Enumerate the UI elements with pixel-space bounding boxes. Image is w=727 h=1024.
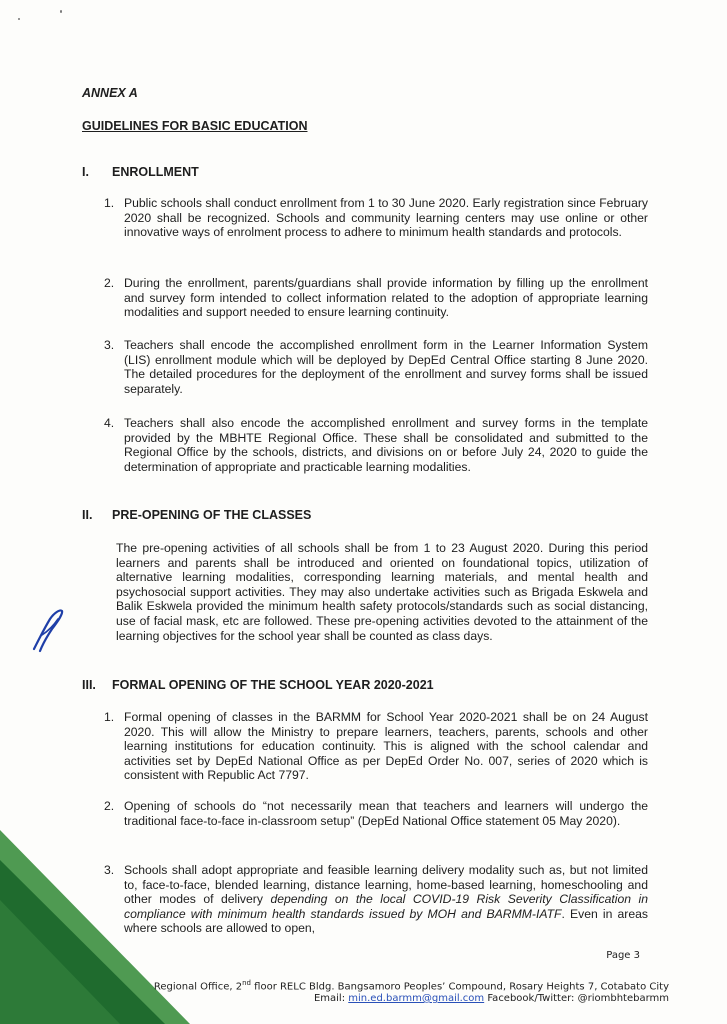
section-title: ENROLLMENT	[112, 165, 199, 179]
list-item	[104, 799, 648, 828]
annex-label: ANNEX A	[82, 86, 138, 100]
footer-email-link[interactable]: min.ed.barmm@gmail.com	[348, 993, 485, 1004]
item-number: 1.	[104, 710, 115, 724]
footer-address-text: floor RELC Bldg. Bangsamoro Peoples’ Compound, Rosary Heights 7, Cotabato City	[250, 981, 669, 993]
section-heading-formal-opening	[82, 678, 434, 692]
list-item	[104, 276, 648, 320]
item-number: 1.	[104, 196, 115, 210]
section-title: FORMAL OPENING OF THE SCHOOL YEAR 2020-2021	[112, 678, 434, 692]
item-text	[124, 863, 648, 936]
signature-mark	[28, 605, 68, 655]
scan-speck	[18, 18, 20, 20]
item-text: Opening of schools do “not necessarily mean that teachers and learners will undergo the traditional face-to-face in-classroom setup” (DepEd National Office statement 05 May 2020).	[124, 799, 648, 828]
footer-social: Facebook/Twitter: @riombhtebarmm	[484, 993, 669, 1004]
list-item	[104, 416, 648, 474]
footer-contact	[69, 992, 669, 1006]
item-number: 2.	[104, 799, 115, 813]
section-number: II.	[82, 508, 93, 522]
scan-speck	[60, 10, 62, 13]
item-text: Formal opening of classes in the BARMM for School Year 2020-2021 shall be on 24 August 2020. This will allow the Ministry to prepare learners, teachers, parents, schools and other learning institutions for education continuity. This is aligned with the school calendar and activities set by DepEd National Office as per DepEd Order No. 007, series of 2020 which is consistent with Republic Act 7797.	[124, 710, 648, 783]
list-item	[104, 710, 648, 783]
item-text-part: . Even in areas where schools are allowed to open,	[124, 906, 649, 936]
item-number: 2.	[104, 276, 115, 290]
section-title: PRE-OPENING OF THE CLASSES	[112, 508, 312, 522]
item-number: 3.	[104, 338, 115, 352]
section-number: III.	[82, 678, 96, 692]
section-heading-pre-opening	[82, 508, 311, 522]
footer-address-sup: nd	[242, 979, 251, 987]
page-number: Page 3	[606, 950, 640, 961]
footer-email-label: Email:	[313, 993, 349, 1004]
item-text-emphasis: depending on the local COVID-19 Risk Severity Classification in compliance with minimum health standards issued by MOH and BARMM-IATF	[124, 892, 648, 921]
item-text: Teachers shall encode the accomplished enrollment form in the Learner Information System (LIS) enrollment module which will be deployed by DepEd Central Office starting 8 June 2020. The detailed procedures for the deployment of the enrollment and survey forms shall be issued separately.	[124, 338, 648, 396]
item-number: 3.	[104, 863, 115, 877]
section-heading-enrollment	[82, 165, 199, 179]
footer-address-text: Regional Office, 2	[153, 981, 243, 993]
item-text: During the enrollment, parents/guardians shall provide information by filling up the enrollment and survey form intended to collect information related to the adoption of appropriate learning modalities and support needed to ensure learning continuity.	[124, 276, 648, 320]
item-text-part: Schools shall adopt appropriate and feasible learning delivery modality such as, but not limited to, face-to-face, blended learning, distance learning, home-based learning, homeschooling and other modes of delivery	[124, 863, 648, 907]
list-item	[104, 196, 648, 240]
item-text: Public schools shall conduct enrollment from 1 to 30 June 2020. Early registration since February 2020 shall be recognized. Schools and community learning centers may use online or other innovative ways of enrolment process to adhere to minimum health standards and protocols.	[124, 196, 648, 240]
document-title: GUIDELINES FOR BASIC EDUCATION	[82, 119, 308, 133]
section-paragraph: The pre-opening activities of all schools shall be from 1 to 23 August 2020. During this period learners and parents shall be introduced and oriented on foundational topics, utilization of alternative learning modalities, corresponding learning materials, and mental health and psychosocial support activities. They may also undertake activities such as Brigada Eskwela and Balik Eskwela provided the minimum health safety protocols/standards such as social distancing, use of facial mask, etc are followed. These pre-opening activities devoted to the attainment of the learning objectives for the school year shall be counted as class days.	[116, 541, 648, 643]
section-number: I.	[82, 165, 89, 179]
item-number: 4.	[104, 416, 115, 430]
item-text: Teachers shall also encode the accomplished enrollment and survey forms in the template provided by the MBHTE Regional Office. These shall be consolidated and submitted to the Regional Office by the schools, districts, and divisions on or before July 24, 2020 to guide the determination of appropriate and practicable learning modalities.	[124, 416, 648, 474]
list-item	[104, 338, 648, 396]
